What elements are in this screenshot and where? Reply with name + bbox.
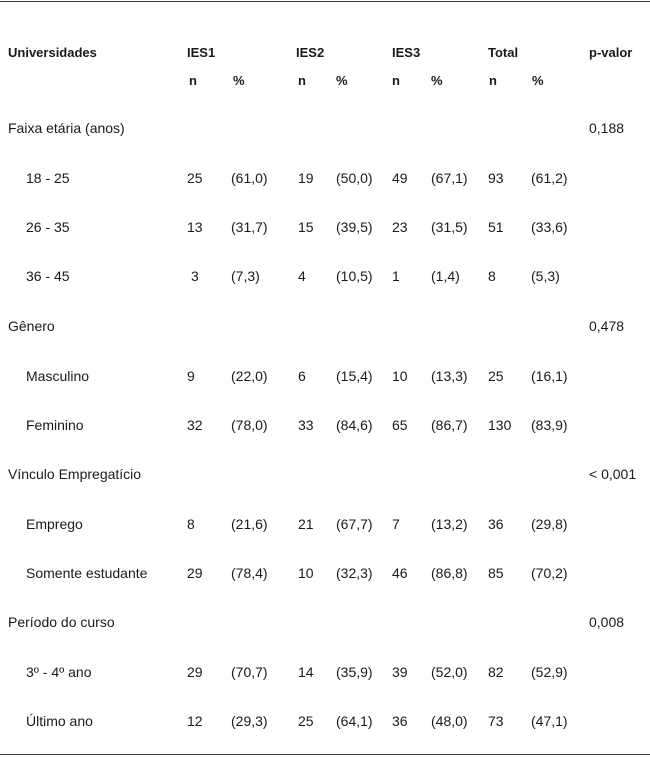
cell-total-n: 51 xyxy=(488,219,504,235)
row-label: Último ano xyxy=(26,713,93,729)
cell-ies3-pct: (67,1) xyxy=(431,170,468,186)
cell-ies1-pct: (31,7) xyxy=(231,219,268,235)
cell-ies1-pct: (22,0) xyxy=(231,368,268,384)
row-label: 18 - 25 xyxy=(26,170,70,186)
cell-total-pct: (83,9) xyxy=(531,417,568,433)
cell-ies3-n: 23 xyxy=(392,219,408,235)
cell-ies3-n: 46 xyxy=(392,565,408,581)
subheader-n: n xyxy=(489,73,497,88)
row-label: Masculino xyxy=(26,368,90,384)
table-top-rule xyxy=(0,1,650,2)
cell-ies1-pct: (7,3) xyxy=(231,268,260,284)
subheader-pct: % xyxy=(233,73,245,88)
cell-ies3-pct: (86,7) xyxy=(431,417,468,433)
cell-ies3-n: 49 xyxy=(392,170,408,186)
cell-ies1-pct: (70,7) xyxy=(231,664,268,680)
subheader-n: n xyxy=(298,73,306,88)
cell-ies2-n: 4 xyxy=(298,268,306,284)
cell-ies1-n: 12 xyxy=(187,713,203,729)
cell-ies2-n: 10 xyxy=(298,565,314,581)
header-ies3: IES3 xyxy=(392,45,421,60)
cell-total-pct: (47,1) xyxy=(531,713,568,729)
cell-ies1-n: 8 xyxy=(187,516,195,532)
row-label: 3º - 4º ano xyxy=(26,664,92,680)
cell-total-n: 25 xyxy=(488,368,504,384)
cell-ies2-n: 15 xyxy=(298,219,314,235)
table-bottom-rule xyxy=(0,754,650,755)
cell-ies2-n: 19 xyxy=(298,170,314,186)
cell-total-n: 93 xyxy=(488,170,504,186)
cell-ies3-n: 1 xyxy=(392,268,400,284)
cell-ies2-pct: (64,1) xyxy=(336,713,373,729)
cell-ies2-n: 25 xyxy=(298,713,314,729)
cell-ies1-n: 32 xyxy=(187,417,203,433)
subheader-pct: % xyxy=(336,73,348,88)
cell-ies2-n: 21 xyxy=(298,516,314,532)
cell-ies2-pct: (15,4) xyxy=(336,368,373,384)
cell-ies2-pct: (32,3) xyxy=(336,565,373,581)
header-total: Total xyxy=(488,45,519,60)
cell-ies3-pct: (86,8) xyxy=(431,565,468,581)
cell-ies1-pct: (78,0) xyxy=(231,417,268,433)
subheader-pct: % xyxy=(431,73,443,88)
section-pvalue: 0,188 xyxy=(589,120,625,136)
row-label: Emprego xyxy=(26,516,83,532)
header-universidades: Universidades xyxy=(8,45,97,60)
cell-ies3-n: 65 xyxy=(392,417,408,433)
section-pvalue: 0,478 xyxy=(589,318,625,334)
header-p-valor: p-valor xyxy=(589,45,633,60)
row-label: Feminino xyxy=(26,417,84,433)
cell-ies3-pct: (1,4) xyxy=(431,268,460,284)
cell-ies3-pct: (31,5) xyxy=(431,219,468,235)
cell-total-pct: (29,8) xyxy=(531,516,568,532)
cell-ies1-n: 29 xyxy=(187,565,203,581)
cell-total-pct: (33,6) xyxy=(531,219,568,235)
cell-total-pct: (5,3) xyxy=(531,268,560,284)
cell-total-n: 73 xyxy=(488,713,504,729)
section-label: Faixa etária (anos) xyxy=(8,120,125,136)
cell-ies2-pct: (10,5) xyxy=(336,268,373,284)
section-pvalue: 0,008 xyxy=(589,614,625,630)
cell-total-n: 8 xyxy=(488,268,496,284)
header-ies2: IES2 xyxy=(296,45,325,60)
cell-ies1-n: 3 xyxy=(191,268,199,284)
section-label: Período do curso xyxy=(8,614,115,630)
section-label: Vínculo Empregatício xyxy=(8,466,142,482)
cell-ies2-pct: (39,5) xyxy=(336,219,373,235)
cell-ies2-pct: (50,0) xyxy=(336,170,373,186)
cell-ies2-n: 6 xyxy=(298,368,306,384)
cell-ies2-pct: (84,6) xyxy=(336,417,373,433)
cell-ies1-pct: (29,3) xyxy=(231,713,268,729)
cell-total-pct: (16,1) xyxy=(531,368,568,384)
cell-total-n: 85 xyxy=(488,565,504,581)
cell-ies1-n: 25 xyxy=(187,170,203,186)
cell-ies1-n: 29 xyxy=(187,664,203,680)
cell-ies2-pct: (67,7) xyxy=(336,516,373,532)
row-label: 36 - 45 xyxy=(26,268,70,284)
subheader-n: n xyxy=(392,73,400,88)
cell-ies3-n: 39 xyxy=(392,664,408,680)
cell-total-n: 36 xyxy=(488,516,504,532)
cell-ies3-pct: (13,3) xyxy=(431,368,468,384)
cell-total-n: 130 xyxy=(488,417,512,433)
cell-ies2-n: 14 xyxy=(298,664,314,680)
cell-ies1-pct: (21,6) xyxy=(231,516,268,532)
row-label: Somente estudante xyxy=(26,565,148,581)
cell-ies3-pct: (48,0) xyxy=(431,713,468,729)
section-pvalue: < 0,001 xyxy=(589,466,637,482)
row-label: 26 - 35 xyxy=(26,219,70,235)
cell-ies3-n: 36 xyxy=(392,713,408,729)
subheader-pct: % xyxy=(532,73,544,88)
cell-ies1-n: 13 xyxy=(187,219,203,235)
cell-ies3-pct: (13,2) xyxy=(431,516,468,532)
cell-ies1-n: 9 xyxy=(187,368,195,384)
cell-total-pct: (61,2) xyxy=(531,170,568,186)
cell-ies1-pct: (61,0) xyxy=(231,170,268,186)
cell-total-pct: (70,2) xyxy=(531,565,568,581)
cell-ies2-n: 33 xyxy=(298,417,314,433)
cell-total-n: 82 xyxy=(488,664,504,680)
cell-ies3-pct: (52,0) xyxy=(431,664,468,680)
section-label: Gênero xyxy=(8,318,55,334)
cell-ies2-pct: (35,9) xyxy=(336,664,373,680)
header-ies1: IES1 xyxy=(187,45,216,60)
cell-ies1-pct: (78,4) xyxy=(231,565,268,581)
cell-ies3-n: 7 xyxy=(392,516,400,532)
cell-ies3-n: 10 xyxy=(392,368,408,384)
cell-total-pct: (52,9) xyxy=(531,664,568,680)
subheader-n: n xyxy=(189,73,197,88)
